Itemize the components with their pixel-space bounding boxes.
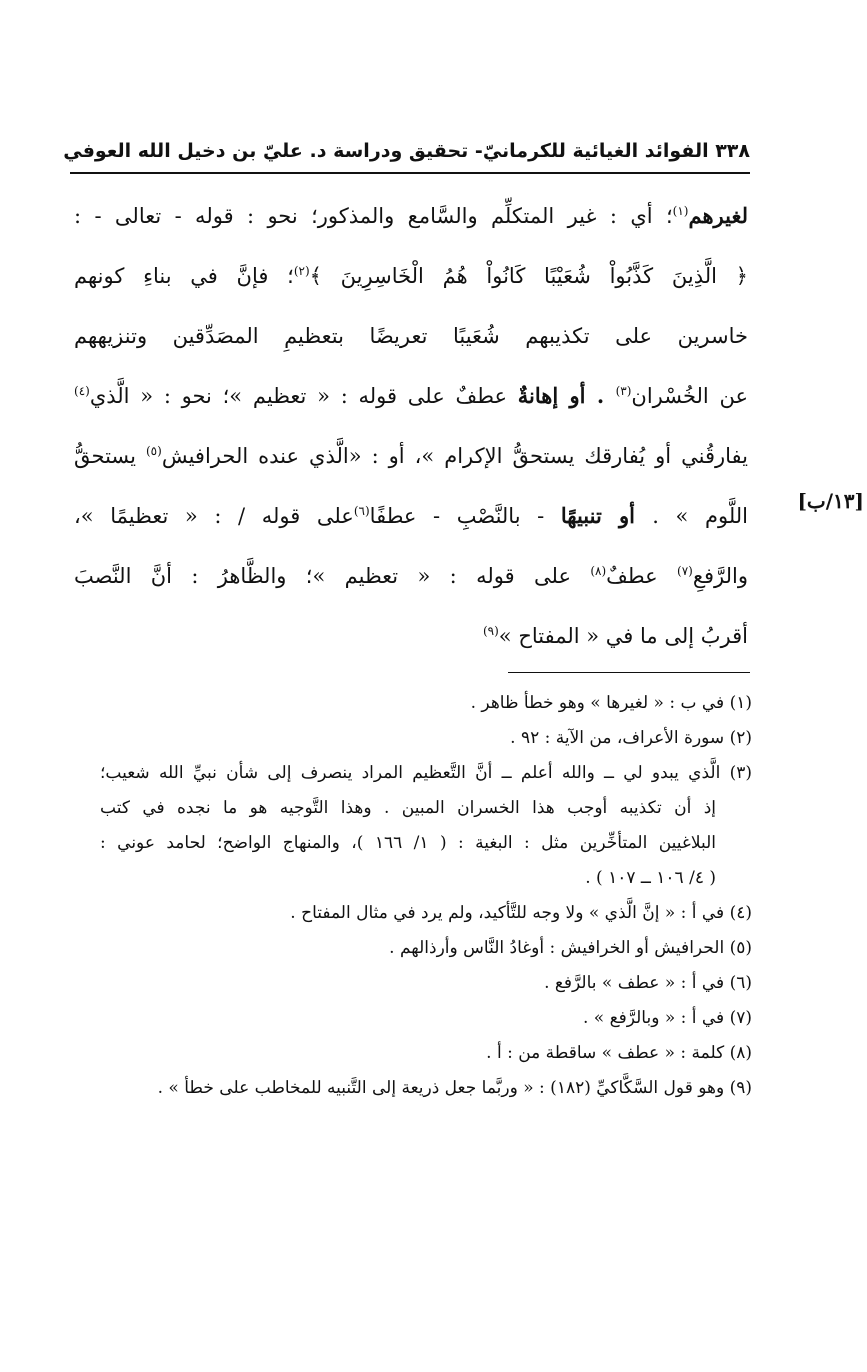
footnote-3-continued: البلاغيين المتأخِّرين مثل : البغية : ( ١/ ١٦٦ )، والمنهاج الواضح؛ لحامد عوني : xyxy=(100,833,716,853)
footnote-ref: (٤) xyxy=(74,384,90,398)
running-head: ٣٣٨ الفوائد الغيائية للكرمانيّ- تحقيق ودراسة د. عليّ بن دخيل الله العوفي xyxy=(63,140,750,162)
footnote-ref: (١) xyxy=(672,204,689,218)
footnote-2: (٢) سورة الأعراف، من الآية : ٩٢ . xyxy=(510,728,752,748)
line-text: أقربُ إلى ما في « المفتاح » xyxy=(498,624,748,648)
footnote-5: (٥) الحرافيش أو الخرافيش : أوغادُ النَّاس وأرذالهم . xyxy=(389,938,752,958)
line-text: على قوله / : « تعظيمًا »، xyxy=(74,504,354,528)
footnote-7: (٧) في أ : « وبالرَّفع » . xyxy=(582,1008,752,1028)
page-header xyxy=(63,136,750,172)
footnote-ref: (٦) xyxy=(353,504,370,518)
footnote-4: (٤) في أ : « إنَّ الَّذي » ولا وجه للتَّأكيد، ولم يرد في مثال المفتاح . xyxy=(290,903,752,923)
bold-term: لغيرهم xyxy=(688,203,748,228)
footnote-ref: (٢) xyxy=(293,264,310,278)
footnote-3: (٣) الَّذي يبدو لي ــ والله أعلم ــ أنَّ التَّعظيم المراد ينصرف إلى شأن نبيِّ الله شعيب؛ xyxy=(100,763,752,783)
bold-term: . أو إهانةٌ xyxy=(517,383,616,408)
header-rule xyxy=(70,172,750,174)
line-text: عطفٌ xyxy=(606,564,677,588)
line-text: عن الخُسْران xyxy=(631,384,748,408)
footnote-ref: (٨) xyxy=(590,564,607,578)
text-line-7 xyxy=(74,546,748,606)
text-line-1 xyxy=(74,186,748,246)
text-line-3 xyxy=(74,306,748,366)
footnotes-block xyxy=(100,686,752,1106)
text-line-5 xyxy=(74,426,748,486)
line-text: ؛ فإنَّ في بناءِ كونهم xyxy=(74,264,294,288)
footnote-9: (٩) وهو قول السَّكَّاكيِّ (١٨٢) : « وربَّما جعل ذريعة إلى التَّنبيه للمخاطب على خطأ » . xyxy=(157,1078,752,1098)
manuscript-folio-marker: [١٣/ب] xyxy=(797,489,864,513)
line-text: خاسرين على تكذيبهم شُعَيبًا تعريضًا بتعظيمِ المصَدِّقين وتنزيههم xyxy=(74,324,748,348)
footnote-ref: (٣) xyxy=(615,384,632,398)
line-text: على قوله : « تعظيم »؛ والظَّاهرُ : أنَّ النَّصبَ xyxy=(74,564,591,588)
line-text: - بالنَّصْبِ - عطفًا xyxy=(369,504,561,528)
line-text: اللَّوم » . xyxy=(652,504,748,528)
footnote-3-continued: إذ أن تكذيبه أوجب هذا الخسران المبين . وهذا التَّوجيه هو ما نجده في كتب xyxy=(100,798,716,818)
footnote-3-continued: ( ٤/ ١٠٦ ــ ١٠٧ ) . xyxy=(585,868,716,888)
line-text: يفارقُني أو يُفارقك يستحقُّ الإكرام »، أو : «الَّذي عنده الحرافيش xyxy=(161,444,748,468)
line-text: عطفٌ على قوله : « تعظيم »؛ نحو : « الَّذي xyxy=(89,384,518,408)
text-line-6 xyxy=(74,486,748,546)
quran-verse: ﴿ الَّذِينَ كَذَّبُواْ شُعَيْبًا كَانُواْ هُمُ الْخَاسِرِينَ ﴾ xyxy=(309,264,748,288)
footnote-8: (٨) كلمة : « عطف » ساقطة من : أ . xyxy=(486,1043,752,1063)
footnote-6: (٦) في أ : « عطف » بالرَّفع . xyxy=(544,973,752,993)
line-text: ؛ أي : غير المتكلِّم والسَّامع والمذكور؛ نحو : قوله - تعالى - : xyxy=(74,204,673,228)
footnote-ref: (٥) xyxy=(145,444,162,458)
text-line-8 xyxy=(74,606,748,666)
main-text-block xyxy=(74,186,748,666)
text-line-4 xyxy=(74,366,748,426)
bold-term: أو تنبيهًا xyxy=(560,503,653,528)
footnote-ref: (٩) xyxy=(482,624,499,638)
footnote-1: (١) في ب : « لغيرها » وهو خطأ ظاهر . xyxy=(470,693,752,713)
line-text: والرَّفعِ xyxy=(692,564,748,588)
line-text: يستحقُّ xyxy=(74,444,146,468)
text-line-2 xyxy=(74,246,748,306)
footnote-ref: (٧) xyxy=(677,564,693,578)
footnote-separator xyxy=(508,672,750,673)
